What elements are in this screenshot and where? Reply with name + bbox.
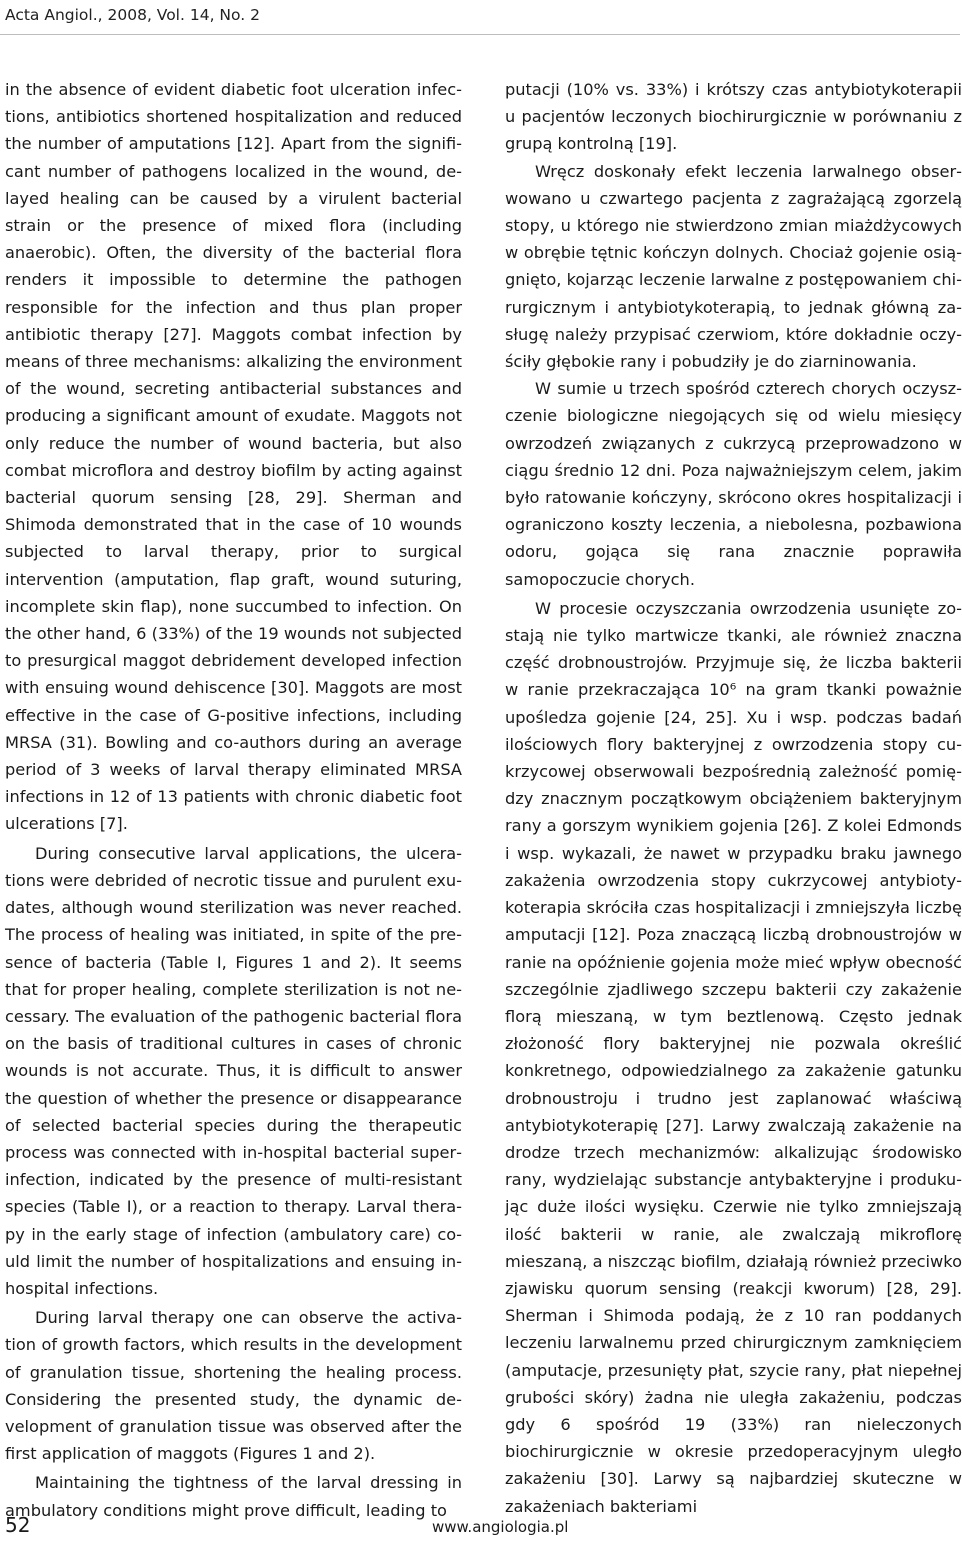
website-link[interactable]: www.angiologia.pl [432, 1518, 569, 1536]
right-paragraph-3: W sumie u trzech spośród czterech chorych oczyszczenie biologiczne niegojących się od wielu miesięcy owrzodzeń związanych z cukrzycą przeprowadzono w ciągu średnio 12 dni. Poza najważniejszym celem, jakim było ratowanie kończyny, skrócono okres hospitalizacji i ograniczono koszty leczenia, a niebolesna, pozbawiona odoru, gojąca się rana znacznie poprawiła samopoczucie chorych. [505, 379, 962, 589]
journal-header: Acta Angiol., 2008, Vol. 14, No. 2 [5, 6, 260, 24]
page-number: 52 [5, 1513, 31, 1537]
left-paragraph-2: During consecutive larval applications, the ulcerations were debrided of necrotic tissue and purulent exudates, although wound sterilization was never reached. The process of healing was initiated, in spite of the presence of bacteria (Table I, Figures 1 and 2). It seems that for proper healing, complete sterilization is not necessary. The evaluation of the pathogenic bacterial flora on the basis of traditional cultures in cases of chronic wounds is not accurate. Thus, it is difficult to answer the question of whether the presence or disappearance of selected bacterial species during the therapeutic process was connected with in-hospital bacterial superinfection, indicated by the presence of multi-resistant species (Table I), or a reaction to therapy. Larval therapy in the early stage of infection (ambulatory care) could limit the number of hospitalizations and ensuing in-hospital infections. [5, 843, 462, 1298]
right-paragraph-4: W procesie oczyszczania owrzodzenia usunięte zostają nie tylko martwicze tkanki, ale również znaczna część drobnoustrojów. Przyjmuje się, że liczba bakterii w ranie przekraczająca 10⁶ na gram tkanki poważnie upośledza gojenie [24, 25]. Xu i wsp. podczas badań ilościowych flory bakteryjnej z owrzodzenia stopy cukrzycowej obserwowali bezpośrednią zależność pomiędzy znacznym początkowym obciążeniem bakteryjnym rany a gorszym wynikiem gojenia [26]. Z kolei Edmonds i wsp. wykazali, że nawet w przypadku braku jawnego zakażenia owrzodzenia stopy cukrzycowej antybiotykoterapia skróciła czas hospitalizacji i zmniejszyła liczbę amputacji [12]. Poza znaczącą liczbą drobnoustrojów w ranie na opóźnienie gojenia może mieć wpływ obecność szczególnie zjadliwego szczepu bakterii czy zakażenie florą mieszaną, w tym beztlenową. Często jednak złożoność flory bakteryjnej nie pozwala określić konkretnego, odpowiedzialnego za zakażenie gatunku drobnoustroju i trudno jest zaplanować właściwą antybiotykoterapię [27]. Larwy zwalczają zakażenie na drodze trzech mechanizmów: alkalizując środowisko rany, wydzielając substancje antybakteryjne i produkując duże ilości wysięku. Czerwie nie tylko zmniejszają ilość bakterii w ranie, ale zwalczają mikroflorę mieszaną, a niszcząc biofilm, działają również przeciwko zjawisku quorum sensing (reakcji kworum) [28, 29]. Sherman i Shimoda podają, że z 10 ran poddanych leczeniu larwalnemu przed chirurgicznym zamknięciem (amputacje, przesunięty płat, szycie rany, płat niepełnej grubości skóry) żadna nie uległa zakażeniu, podczas gdy 6 spośród 19 (33%) ran nieleczonych biochirurgicznie w okresie przedoperacyjnym uległo zakażeniu [30]. Larwy są najbardziej skuteczne w zakażeniach bakteriami [505, 598, 962, 1516]
right-paragraph-2: Wręcz doskonały efekt leczenia larwalnego obserwowano u czwartego pacjenta z zagrażającą zgorzelą stopy, u którego nie stwierdzono zmian miażdżycowych w obrębie tętnic kończyn dolnych. Chociaż gojenie osiągnięto, kojarząc leczenie larwalne z postępowaniem chirurgicznym i antybiotykoterapią, to jednak główną zasługę należy przypisać czerwiom, które dokładnie oczyściły głębokie rany i pobudziły je do ziarninowania. [505, 161, 962, 372]
left-paragraph-1: in the absence of evident diabetic foot ulceration infections, antibiotics shortened hospitalization and reduced the number of amputations [12]. Apart from the significant number of pathogens localized in the wound, delayed healing can be caused by a virulent bacterial strain or the presence of mixed flora (including anaerobic). Often, the diversity of the bacterial flora renders it impossible to determine the pathogen responsible for the infection and thus plan proper antibiotic therapy [27]. Maggots combat infection by means of three mechanisms: alkalizing the environment of the wound, secreting antibacterial substances and producing a significant amount of exudate. Maggots not only reduce the number of wound bacteria, but also combat microflora and destroy biofilm by acting against bacterial quorum sensing [28, 29]. Sherman and Shimoda demonstrated that in the case of 10 wounds subjected to larval therapy, prior to surgical intervention (amputation, flap graft, wound suturing, incomplete skin flap), none succumbed to infection. On the other hand, 6 (33%) of the 19 wounds not subjected to presurgical maggot debridement developed infection with ensuing wound dehiscence [30]. Maggots are most effective in the case of G-positive infections, including MRSA (31). Bowling and co-authors during an average period of 3 weeks of larval therapy eliminated MRSA infections in 12 of 13 patients with chronic diabetic foot ulcerations [7]. [5, 80, 462, 834]
header-divider [0, 34, 960, 35]
left-paragraph-4: Maintaining the tightness of the larval dressing in ambulatory conditions might prove difficult, leading to [5, 1473, 462, 1520]
left-paragraph-3: During larval therapy one can observe the activation of growth factors, which results in the development of granulation tissue, shortening the healing process. Considering the presented study, the dynamic development of granulation tissue was observed after the first application of maggots (Figures 1 and 2). [5, 1308, 462, 1464]
right-column [505, 76, 962, 1520]
left-column [5, 76, 462, 1524]
right-paragraph-1: putacji (10% vs. 33%) i krótszy czas antybiotykoterapii u pacjentów leczonych biochirurgicznie w porównaniu z grupą kontrolną [19]. [505, 80, 962, 154]
